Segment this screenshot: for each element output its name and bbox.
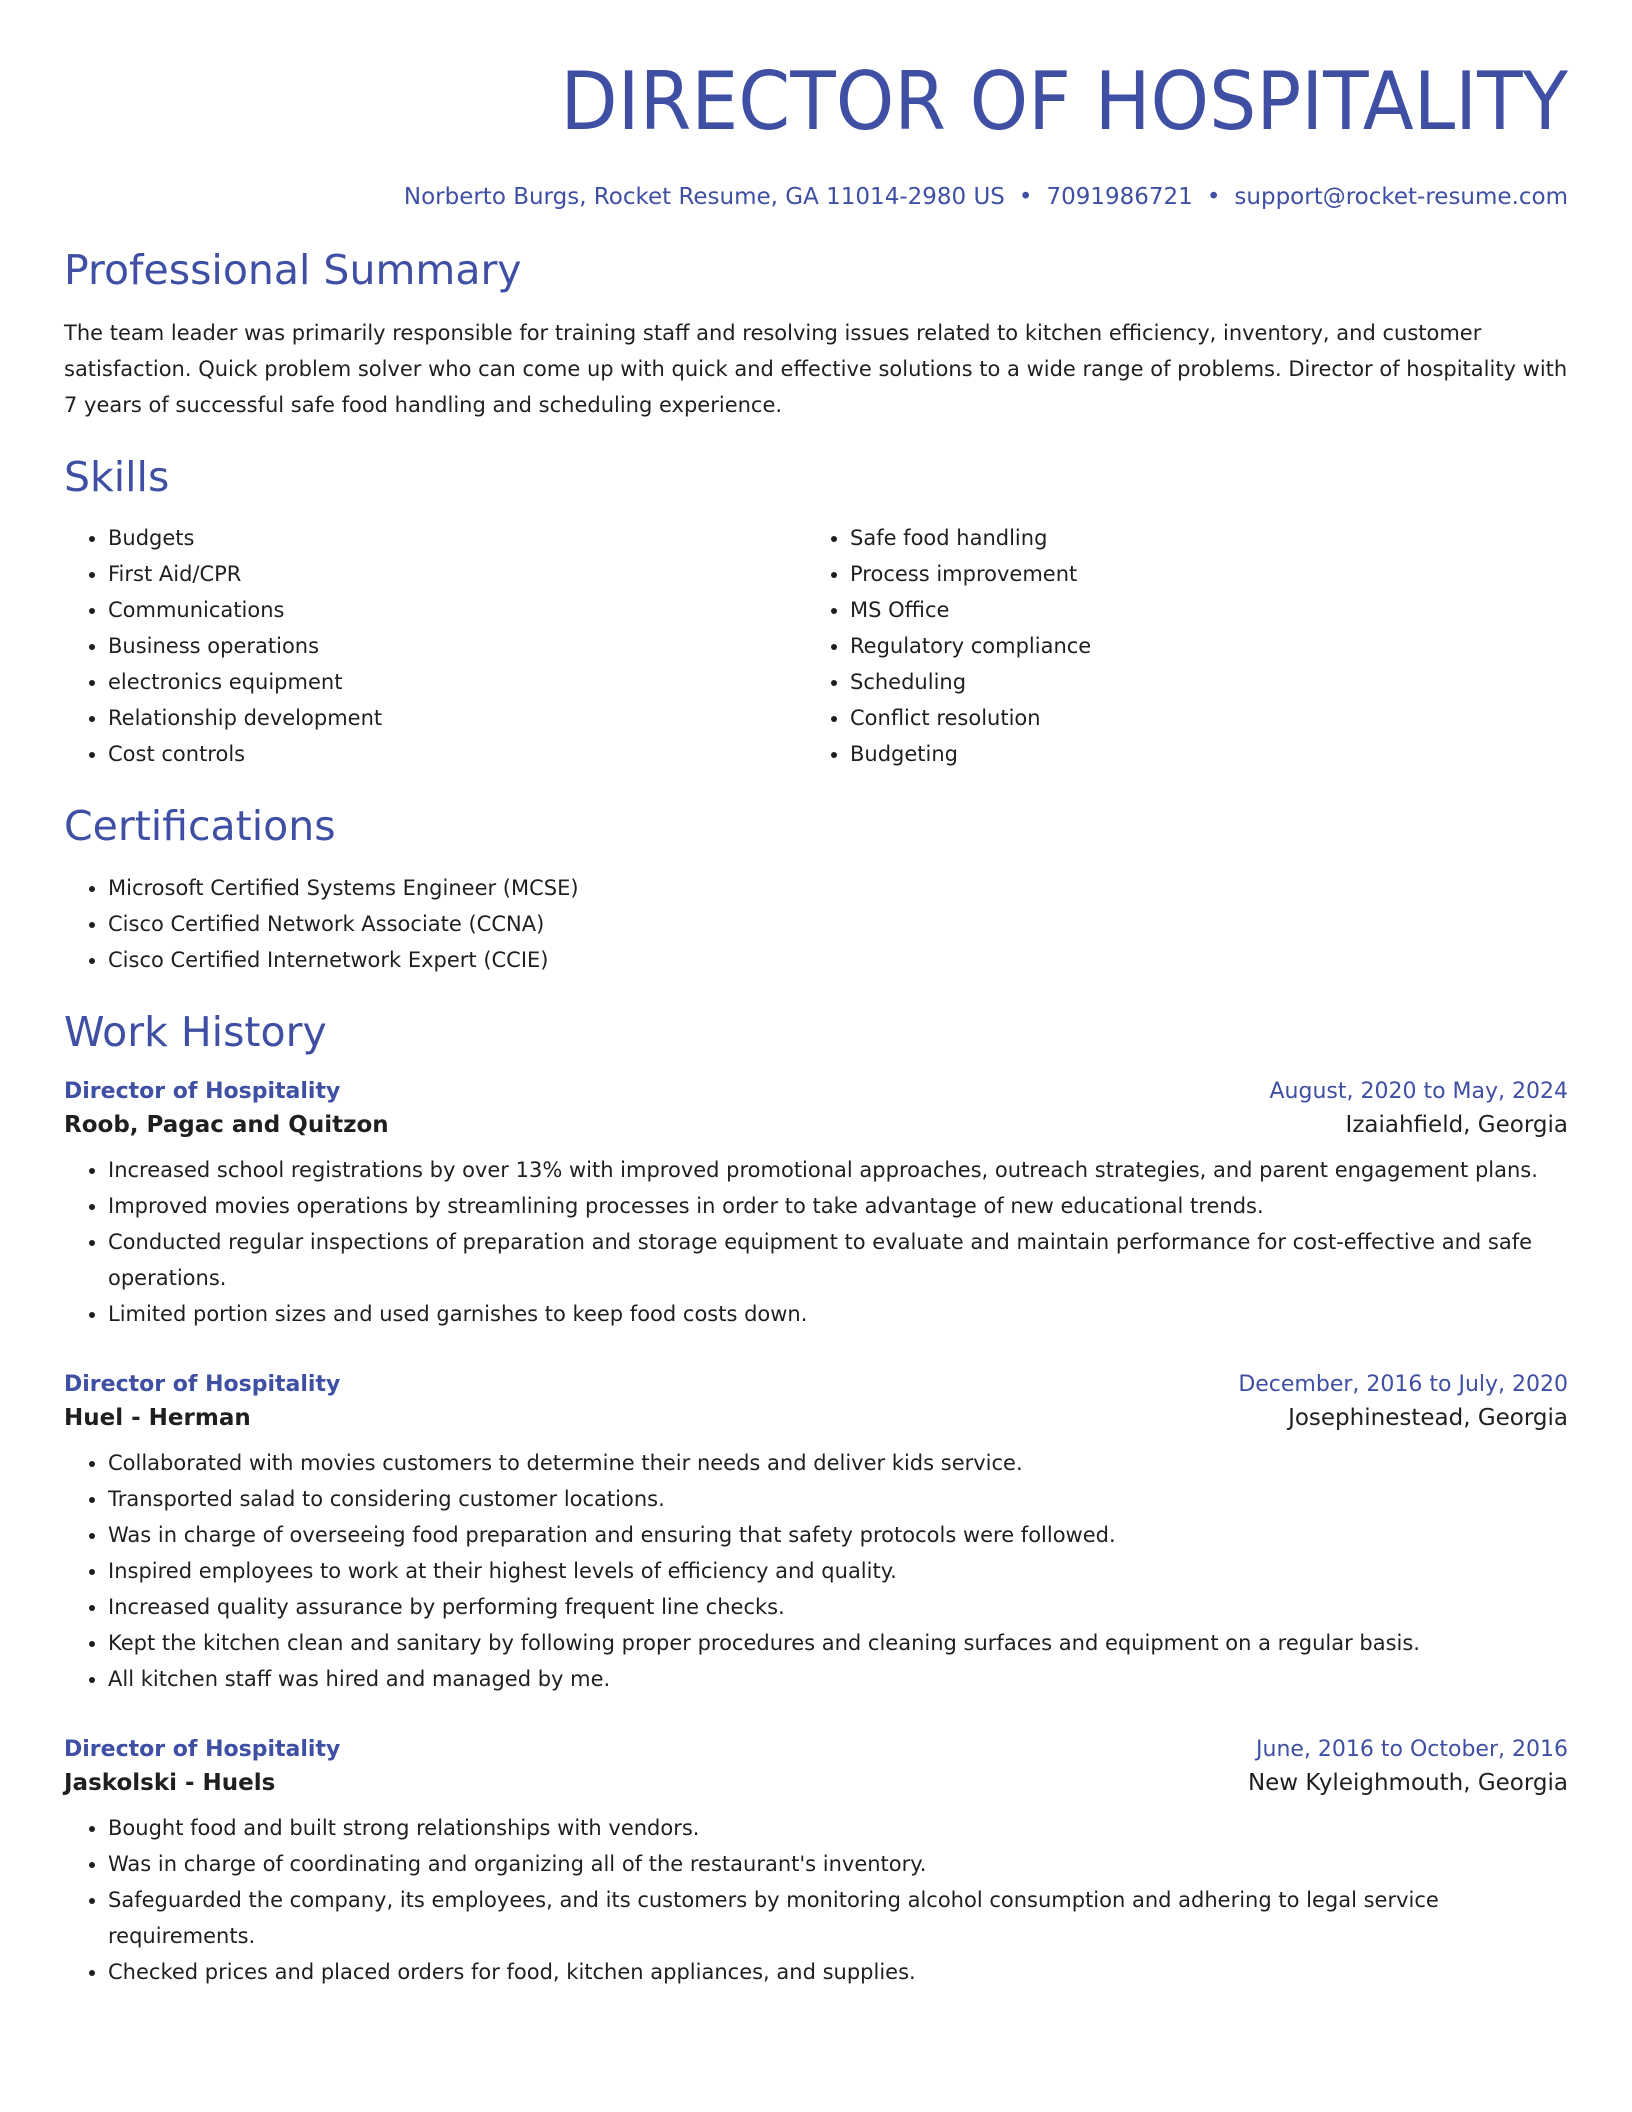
job-header-row — [64, 1372, 1568, 1397]
skills-heading: Skills — [64, 453, 170, 502]
job-bullet: • Checked prices and placed orders for food, kitchen appliances, and supplies. — [108, 1954, 1568, 1990]
job-company-row — [64, 1112, 1568, 1138]
job-role: Director of Hospitality — [64, 1078, 341, 1104]
skill-item: • First Aid/CPR — [108, 556, 806, 592]
job-header-row — [64, 1079, 1568, 1104]
skills-list-right — [806, 520, 1548, 772]
job-role: Director of Hospitality — [64, 1371, 341, 1397]
job-bullet: • Increased school registrations by over 13% with improved promotional approaches, outreach strategies, and parent engagement plans. — [108, 1152, 1568, 1188]
job-bullet: • Safeguarded the company, its employees, and its customers by monitoring alcohol consumption and adhering to legal service requirements. — [108, 1882, 1568, 1954]
job-company-row — [64, 1405, 1568, 1431]
job-bullet: • Inspired employees to work at their highest levels of efficiency and quality. — [108, 1553, 1568, 1589]
skill-item: • Budgets — [108, 520, 806, 556]
contact-separator: • — [1018, 184, 1033, 210]
job-bullet: • All kitchen staff was hired and managed by me. — [108, 1661, 1568, 1697]
skill-item: • Conflict resolution — [850, 700, 1548, 736]
job-role: Director of Hospitality — [64, 1736, 341, 1762]
job-entry — [64, 1737, 1568, 1990]
certification-item: • Microsoft Certified Systems Engineer (MCSE) — [108, 870, 1568, 906]
contact-address: Norberto Burgs, Rocket Resume, GA 11014-2980 US — [403, 184, 1005, 210]
job-bullets — [64, 1810, 1568, 1990]
skills-list-left — [64, 520, 806, 772]
skills-column-left — [64, 520, 806, 772]
summary-heading: Professional Summary — [64, 246, 522, 294]
job-company-row — [64, 1770, 1568, 1796]
skill-item: • Relationship development — [108, 700, 806, 736]
job-bullet: • Conducted regular inspections of preparation and storage equipment to evaluate and maintain performance for cost-effective and safe operations. — [108, 1224, 1568, 1296]
skill-item: • Budgeting — [850, 736, 1548, 772]
contact-phone: 7091986721 — [1046, 184, 1193, 210]
skills-grid — [64, 520, 1568, 772]
job-location: Josephinestead, Georgia — [1288, 1404, 1568, 1431]
skill-item: • Communications — [108, 592, 806, 628]
contact-email[interactable]: support@rocket-resume.com — [1234, 184, 1568, 210]
skill-item: • Safe food handling — [850, 520, 1548, 556]
job-company: Roob, Pagac and Quitzon — [64, 1111, 389, 1138]
job-company: Huel - Herman — [64, 1404, 251, 1431]
certifications-heading: Certifications — [64, 802, 336, 851]
skill-item: • Regulatory compliance — [850, 628, 1548, 664]
job-bullet: • Limited portion sizes and used garnishes to keep food costs down. — [108, 1296, 1568, 1332]
skill-item: • Business operations — [108, 628, 806, 664]
skill-item: • Scheduling — [850, 664, 1548, 700]
certification-item: • Cisco Certified Internetwork Expert (CCIE) — [108, 942, 1568, 978]
certification-item: • Cisco Certified Network Associate (CCNA) — [108, 906, 1568, 942]
contact-separator: • — [1206, 184, 1221, 210]
job-dates: August, 2020 to May, 2024 — [1269, 1078, 1568, 1104]
job-bullet: • Collaborated with movies customers to determine their needs and deliver kids service. — [108, 1445, 1568, 1481]
job-bullet: • Was in charge of overseeing food preparation and ensuring that safety protocols were followed. — [108, 1517, 1568, 1553]
job-entry — [64, 1079, 1568, 1332]
contact-line — [64, 184, 1568, 210]
skill-item: • Cost controls — [108, 736, 806, 772]
job-location: New Kyleighmouth, Georgia — [1247, 1769, 1568, 1796]
job-company: Jaskolski - Huels — [64, 1769, 276, 1796]
job-bullet: • Transported salad to considering customer locations. — [108, 1481, 1568, 1517]
certifications-list — [64, 870, 1568, 978]
work-history-heading: Work History — [64, 1007, 327, 1056]
job-bullets — [64, 1445, 1568, 1697]
skill-item: • MS Office — [850, 592, 1548, 628]
skill-item: • electronics equipment — [108, 664, 806, 700]
resume-title: DIRECTOR OF HOSPITALITY — [560, 55, 1568, 148]
job-bullet: • Kept the kitchen clean and sanitary by following proper procedures and cleaning surfaces and equipment on a regular basis. — [108, 1625, 1568, 1661]
job-location: Izaiahfield, Georgia — [1345, 1111, 1568, 1138]
job-entry — [64, 1372, 1568, 1697]
job-bullet: • Improved movies operations by streamlining processes in order to take advantage of new educational trends. — [108, 1188, 1568, 1224]
job-bullets — [64, 1152, 1568, 1332]
summary-text: The team leader was primarily responsible for training staff and resolving issues related to kitchen efficiency, inventory, and customer satisfaction. Quick problem solver who can come up with quick and effective solutions to a wide range of problems. Director of hospitality with 7 years of successful safe food handling and scheduling experience. — [64, 321, 1568, 418]
job-bullet: • Increased quality assurance by performing frequent line checks. — [108, 1589, 1568, 1625]
skills-column-right — [806, 520, 1548, 772]
job-bullet: • Bought food and built strong relationships with vendors. — [108, 1810, 1568, 1846]
job-bullet: • Was in charge of coordinating and organizing all of the restaurant's inventory. — [108, 1846, 1568, 1882]
job-dates: June, 2016 to October, 2016 — [1256, 1736, 1568, 1762]
job-dates: December, 2016 to July, 2020 — [1238, 1371, 1568, 1397]
skill-item: • Process improvement — [850, 556, 1548, 592]
job-header-row — [64, 1737, 1568, 1762]
